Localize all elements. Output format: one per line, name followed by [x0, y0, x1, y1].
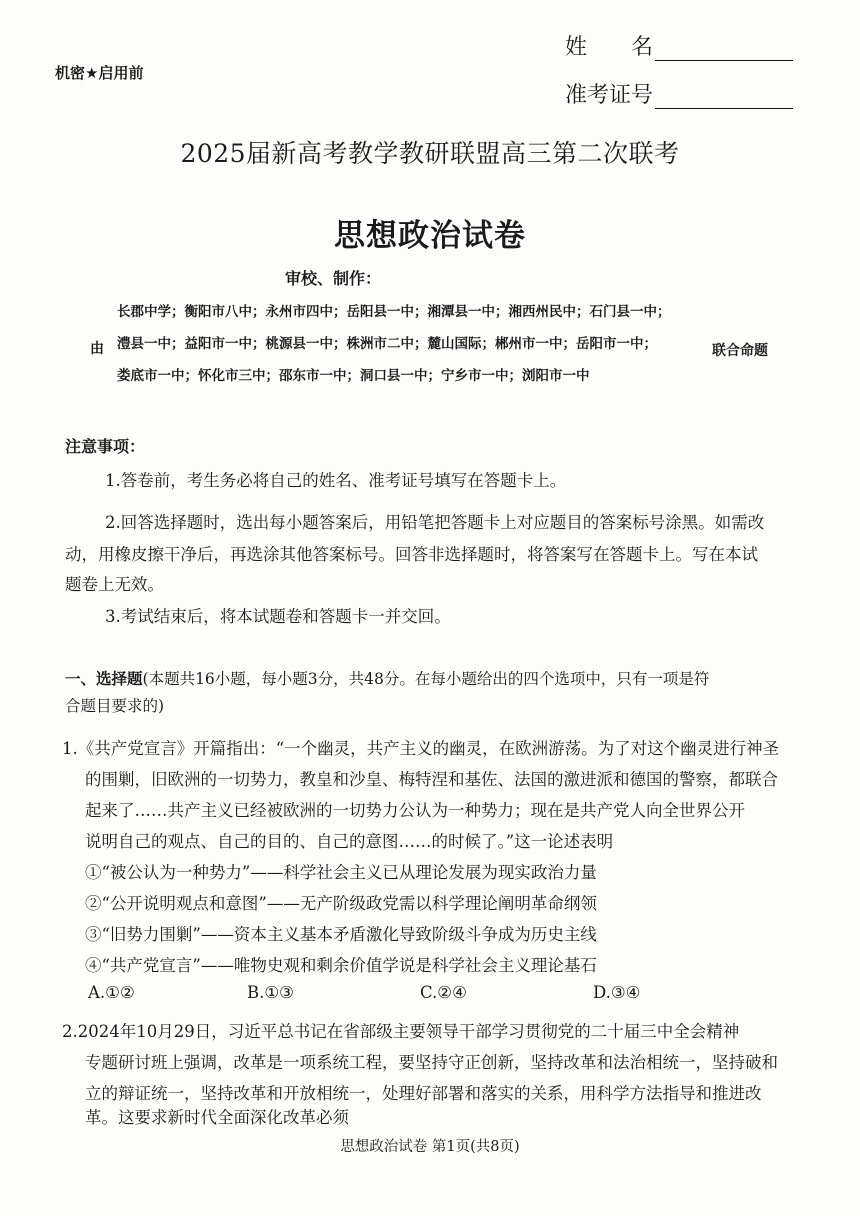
exam-id-field-blank	[655, 84, 793, 109]
question-2-text: 立的辩证统一，坚持改革和开放相统一，处理好部署和落实的关系，用科学方法指导和推进改	[85, 1084, 762, 1103]
school-list-line: 长郡中学；衡阳市八中；永州市四中；岳阳县一中；湘潭县一中；湘西州民中；石门县一中；	[117, 304, 671, 320]
exam-id-field-label: 准考证号	[565, 83, 654, 108]
section-heading-text: (本题共16小题，每小题3分，共48分。在每小题给出的四个选项中，只有一项是符	[142, 670, 710, 688]
note-item: 题卷上无效。	[65, 575, 164, 594]
question-2-text: 专题研讨班上强调，改革是一项系统工程，要坚持守正创新，坚持改革和法治相统一，坚持破和	[85, 1053, 778, 1072]
note-item: 2.回答选择题时，选出每小题答案后，用铅笔把答题卡上对应题目的答案标号涂黑。如需改	[105, 513, 765, 532]
question-1-option-b[interactable]: B.①③	[247, 983, 294, 1002]
note-item: 3.考试结束后，将本试题卷和答题卡一并交回。	[105, 607, 451, 626]
question-1-statement: ②“公开说明观点和意图”——无产阶级政党需以科学理论阐明革命纲领	[85, 894, 597, 913]
school-list-line: 娄底市一中；怀化市三中；邵东市一中；洞口县一中；宁乡市一中；浏阳市一中	[117, 368, 590, 384]
review-label: 审校、制作：	[285, 269, 382, 288]
section-heading-bold: 一、选择题	[65, 669, 143, 688]
by-label: 由	[90, 341, 104, 357]
notes-title: 注意事项：	[65, 437, 146, 456]
question-1-text: 1.《共产党宣言》开篇指出：“一个幽灵，共产主义的幽灵，在欧洲游荡。为了对这个幽灵进行神圣	[62, 739, 780, 758]
question-1-statement: ④“共产党宣言”——唯物史观和剩余价值学说是科学社会主义理论基石	[85, 956, 597, 975]
question-1-text: 说明自己的观点、自己的目的、自己的意图……的时候了。”这一论述表明	[85, 832, 614, 851]
school-list-line: 澧县一中；益阳市一中；桃源县一中；株洲市二中；麓山国际；郴州市一中；岳阳市一中；	[117, 336, 657, 352]
question-1-option-c[interactable]: C.②④	[420, 983, 467, 1002]
question-1-statement: ③“旧势力围剿”——资本主义基本矛盾激化导致阶级斗争成为历史主线	[85, 925, 597, 944]
name-field-label: 姓 名	[565, 35, 654, 60]
joint-label: 联合命题	[712, 343, 768, 359]
question-1-statement: ①“被公认为一种势力”——科学社会主义已从理论发展为现实政治力量	[85, 863, 597, 882]
note-item: 动，用橡皮擦干净后，再选涂其他答案标号。回答非选择题时，将答案写在答题卡上。写在本试	[65, 545, 758, 564]
exam-title: 2025届新高考教学教研联盟高三第二次联考	[180, 139, 680, 168]
subject-title: 思想政治试卷	[334, 218, 526, 254]
question-1-option-a[interactable]: A.①②	[88, 983, 135, 1002]
name-field-blank	[655, 36, 793, 61]
name-field	[565, 30, 793, 61]
section-heading	[65, 665, 795, 720]
question-2-text: 2.2024年10月29日，习近平总书记在省部级主要领导干部学习贯彻党的二十届三中全会精神	[62, 1022, 740, 1041]
question-1-option-d[interactable]: D.③④	[593, 983, 641, 1002]
exam-id-field	[565, 78, 793, 109]
question-1-text: 起来了……共产主义已经被欧洲的一切势力公认为一种势力；现在是共产党人向全世界公开	[85, 801, 745, 820]
confidential-label: 机密★启用前	[55, 64, 144, 82]
question-2-text: 革。这要求新时代全面深化改革必须	[85, 1108, 349, 1127]
page-footer: 思想政治试卷 第1页(共8页)	[340, 1139, 520, 1155]
note-item: 1.答卷前，考生务必将自己的姓名、准考证号填写在答题卡上。	[105, 471, 567, 490]
question-1-text: 的围剿，旧欧洲的一切势力，教皇和沙皇、梅特涅和基佐、法国的激进派和德国的警察，都联合	[85, 770, 778, 789]
section-heading-line2: 合题目要求的)	[65, 697, 165, 715]
